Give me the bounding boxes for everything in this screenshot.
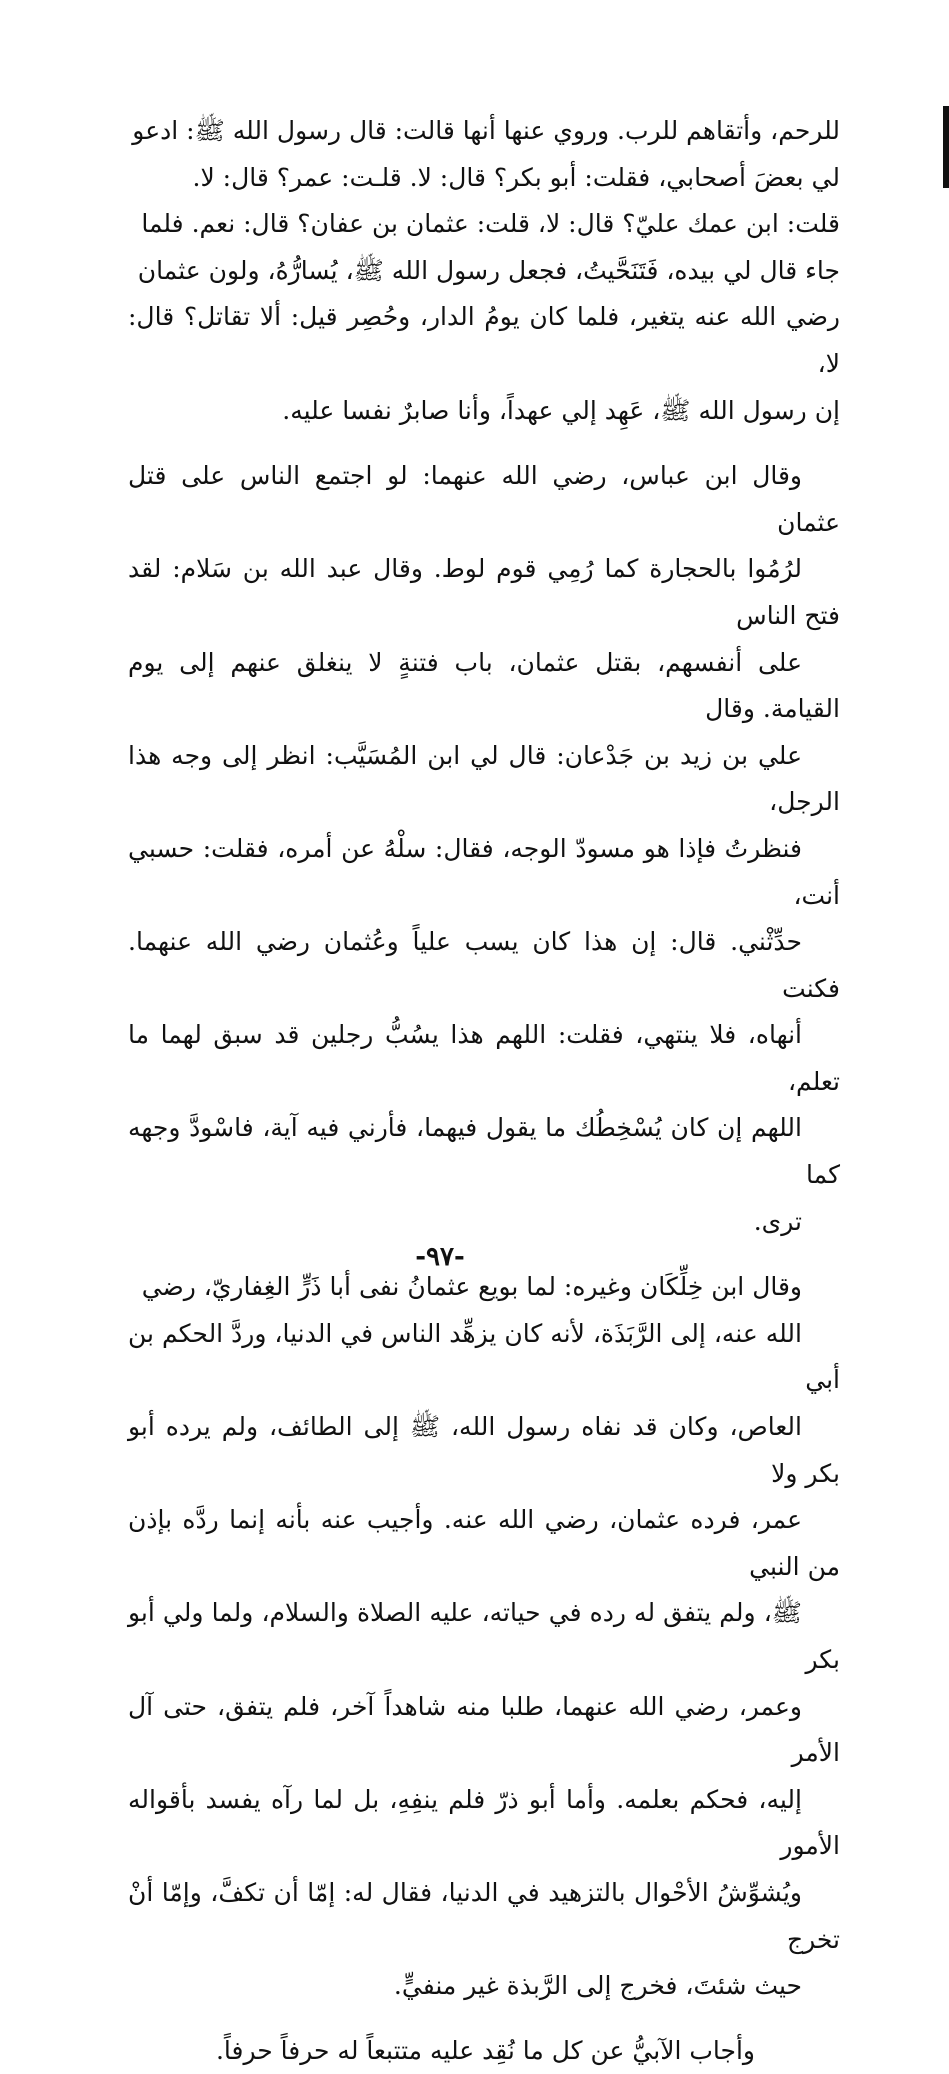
page-edge-mark: [943, 106, 949, 188]
text-line: رضي الله عنه يتغير، فلما كان يومُ الدار، وحُصِر قيل: ألا تقاتل؟ قال: لا،: [128, 302, 840, 378]
page-body-text: [128, 108, 840, 2074]
text-line: على أنفسهم، بقتل عثمان، باب فتنةٍ لا ينغلق عنهم إلى يوم القيامة. وقال: [128, 647, 840, 724]
text-line: وعمر، رضي الله عنهما، طلبا منه شاهداً آخر، فلم يتفق، حتى آل الأمر: [128, 1691, 840, 1768]
text-line: إليه، فحكم بعلمه. وأما أبو ذرّ فلم ينفِهِ، بل لما رآه يفسد بأقواله الأمور: [128, 1784, 840, 1861]
paragraph-3: [128, 1264, 840, 2010]
text-line: لرُمُوا بالحجارة كما رُمِي قوم لوط. وقال عبد الله بن سَلام: لقد فتح الناس: [128, 554, 840, 630]
text-line: وقال ابن خِلِّكَان وغيره: لما بويع عثمانُ نفى أبا ذَرٍّ الغِفاريّ، رضي: [141, 1272, 802, 1302]
text-line: ويُشوِّشُ الأحْوال بالتزهيد في الدنيا، فقال له: إمّا أن تكفَّ، وإمّا أنْ تخرج: [128, 1877, 840, 1954]
text-line: عمر، فرده عثمان، رضي الله عنه. وأجيب عنه بأنه إنما ردَّه بإذن من النبي: [128, 1505, 840, 1581]
text-line: اللهم إن كان يُسْخِطُك ما يقول فيهما، فأرني فيه آية، فاسْودَّ وجهه كما: [128, 1113, 840, 1190]
text-line: قلت: ابن عمك عليّ؟ قال: لا، قلت: عثمان بن عفان؟ قال: نعم. فلما: [141, 209, 840, 239]
text-line: علي بن زيد بن جَدْعان: قال لي ابن المُسَيَّب: انظر إلى وجه هذا الرجل،: [128, 740, 840, 817]
text-line: لي بعضَ أصحابي، فقلت: أبو بكر؟ قال: لا. قلـت: عمر؟ قال: لا.: [192, 162, 840, 192]
paragraph-4: [128, 2028, 840, 2074]
text-line: وقال ابن عباس، رضي الله عنهما: لو اجتمع الناس على قتل عثمان: [128, 461, 840, 537]
text-line: للرحم، وأتقاهم للرب. وروي عنها أنها قالت: قال رسول الله ﷺ: ادعو: [132, 116, 840, 145]
paragraph-2: [128, 453, 840, 1245]
page-number: -٩٧-: [415, 1242, 465, 1272]
text-line: الله عنه، إلى الرَّبَذَة، لأنه كان يزهِّد الناس في الدنيا، وردَّ الحكم بن أبي: [128, 1318, 840, 1395]
text-line: جاء قال لي بيده، فَتَنَحَّيتُ، فجعل رسول الله ﷺ، يُسارُّهُ، ولون عثمان: [137, 255, 840, 285]
text-line: ﷺ، ولم يتفق له رده في حياته، عليه الصلاة والسلام، ولما ولي أبو بكر: [128, 1598, 840, 1674]
text-line: حيث شئتَ، فخرج إلى الرَّبذة غير منفيٍّ.: [393, 1971, 802, 2001]
text-line: فنظرتُ فإذا هو مسودّ الوجه، فقال: سلْهُ عن أمره، فقلت: حسبي أنت،: [128, 833, 840, 910]
text-line: العاص، وكان قد نفاه رسول الله، ﷺ إلى الطائف، ولم يرده أبو بكر ولا: [128, 1412, 840, 1488]
text-line: حدِّثْني. قال: إن هذا كان يسب علياً وعُثمان رضي الله عنهما. فكنت: [128, 927, 840, 1003]
text-line: إن رسول الله ﷺ، عَهِد إلي عهداً، وأنا صابرٌ نفسا عليه.: [282, 395, 840, 425]
paragraph-1: [128, 108, 840, 434]
text-line: أنهاه، فلا ينتهي، فقلت: اللهم هذا يسُبُّ رجلين قد سبق لهما ما تعلم،: [128, 1020, 840, 1096]
text-line: ترى.: [753, 1206, 802, 1236]
text-line: وأجاب الآبيُّ عن كل ما نُقِد عليه متتبعاً له حرفاً حرفاً.: [215, 2035, 755, 2065]
